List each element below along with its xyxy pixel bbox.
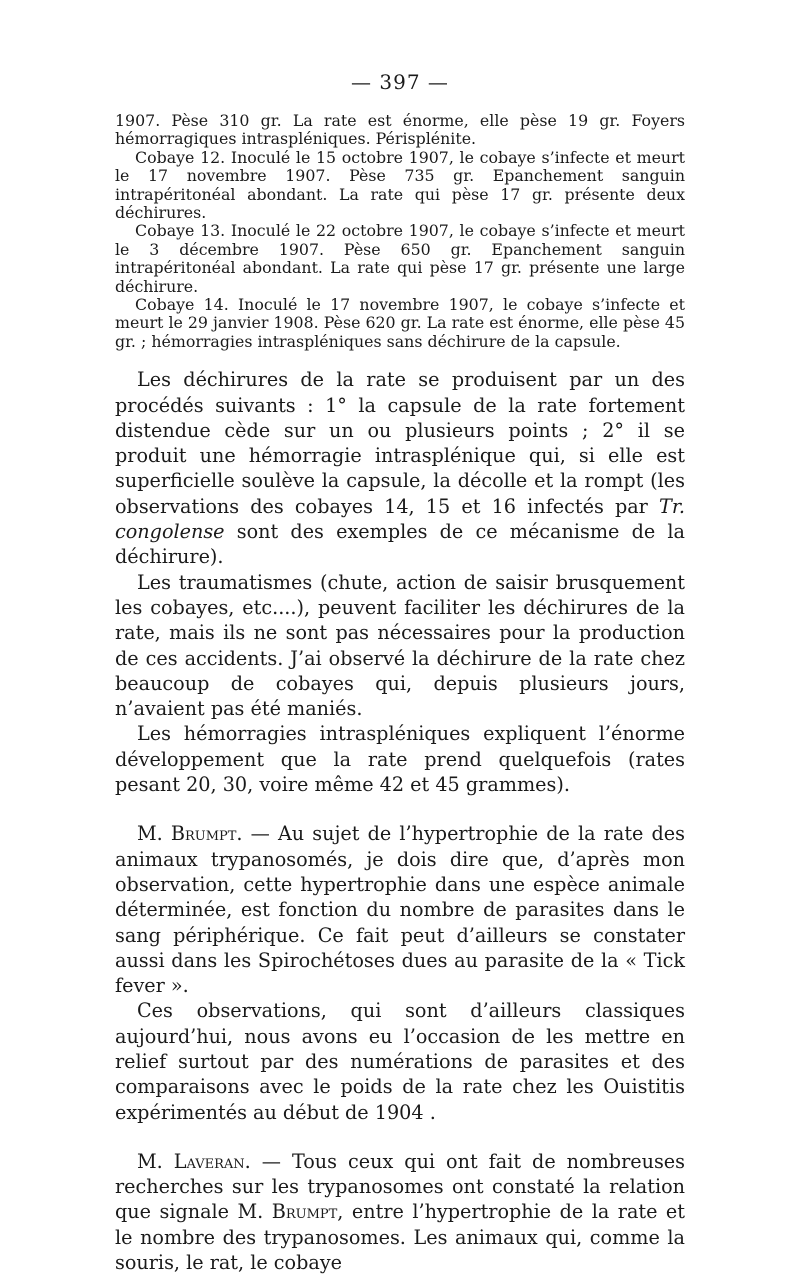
section-gap (115, 1125, 685, 1149)
observation-cobaye-12: Cobaye 12. Inoculé le 15 octobre 1907, le cobaye s’infecte et meurt le 17 novembre 1907. Pèse 735 gr. Epanchement sanguin intrapéritonéal abondant. La rate qui pèse 17 gr. présente deux déchirures. (115, 147, 685, 223)
laveran-remark-start: — Tous ceux qui ont fait de nombreuses recherches sur les trypanosomes ont constaté la relation que signale (115, 1149, 686, 1224)
observation-continuation: 1907. Pèse 310 gr. La rate est énorme, elle pèse 19 gr. Foyers hémorragiques intraspléniques. Périsplénite. (115, 111, 685, 149)
paragraph-dechirures-end: sont des exemples de ce mécanisme de la déchirure). (115, 520, 685, 569)
main-text (115, 367, 685, 1275)
paragraph-laveran (115, 1149, 685, 1275)
page-number: — 397 — (351, 70, 449, 94)
observation-cobaye-14: Cobaye 14. Inoculé le 17 novembre 1907, le cobaye s’infecte et meurt le 29 janvier 1908. Pèse 620 gr. La rate est énorme, elle pèse 45 gr. ; hémorragies intraspléniques sans déchirure de la capsule. (115, 295, 685, 351)
laveran-remark-end: entre l’hypertrophie de la rate et le nombre des trypanosomes. Les animaux qui, comme la souris, le rat, le cobaye (115, 1200, 685, 1275)
observations-block (115, 112, 685, 351)
paragraph-brumpt (115, 821, 685, 998)
speaker-brumpt: M. Brumpt. (137, 822, 243, 846)
paragraph-hemorragies: Les hémorragies intraspléniques expliquent l’énorme développement que la rate prend quelquefois (rates pesant 20, 30, voire même 42 et 45 grammes). (115, 722, 685, 797)
paragraph-observations: Ces observations, qui sont d’ailleurs classiques aujourd’hui, nous avons eu l’occasion de les mettre en relief surtout par des numérations de parasites et des comparaisons avec le poids de la rate chez les Ouistitis expérimentés au début de 1904 . (115, 999, 685, 1124)
paragraph-traumatismes: Les traumatismes (chute, action de saisir brusquement les cobayes, etc....), peuvent faciliter les déchirures de la rate, mais ils ne sont pas nécessaires pour la production de ces accidents. J’ai observé la déchirure de la rate chez beaucoup de cobayes qui, depuis plusieurs jours, n’avaient pas été maniés. (115, 570, 685, 721)
species-name: Tr. congolense (115, 494, 685, 544)
speaker-laveran: M. Laveran. (137, 1149, 251, 1173)
paragraph-dechirures-text: Les déchirures de la rate se produisent par un des procédés suivants : 1° la capsule de la rate fortement distendue cède sur un ou plusieurs points ; 2° il se produit une hémorragie intrasplénique qui, si elle est superficielle soulève la capsule, la décolle et la rompt (les observations des cobayes 14, 15 et 16 infectés par (115, 368, 685, 518)
observation-cobaye-13: Cobaye 13. Inoculé le 22 octobre 1907, le cobaye s’infecte et meurt le 3 décembre 1907. Pèse 650 gr. Epanchement sanguin intrapéritonéal abondant. La rate qui pèse 17 gr. présente une large déchirure. (115, 221, 685, 296)
section-gap (115, 797, 685, 821)
laveran-reference: M. Brumpt, (237, 1200, 344, 1224)
brumpt-remark: — Au sujet de l’hypertrophie de la rate des animaux trypanosomés, je dois dire que, d’après mon observation, cette hypertrophie dans une espèce animale déterminée, est fonction du nombre de parasites dans le sang périphérique. Ce fait peut d’ailleurs se constater aussi dans les Spirochétoses dues au parasite de la « Tick fever ». (115, 822, 685, 998)
page (115, 70, 685, 1275)
paragraph-dechirures (115, 367, 685, 569)
